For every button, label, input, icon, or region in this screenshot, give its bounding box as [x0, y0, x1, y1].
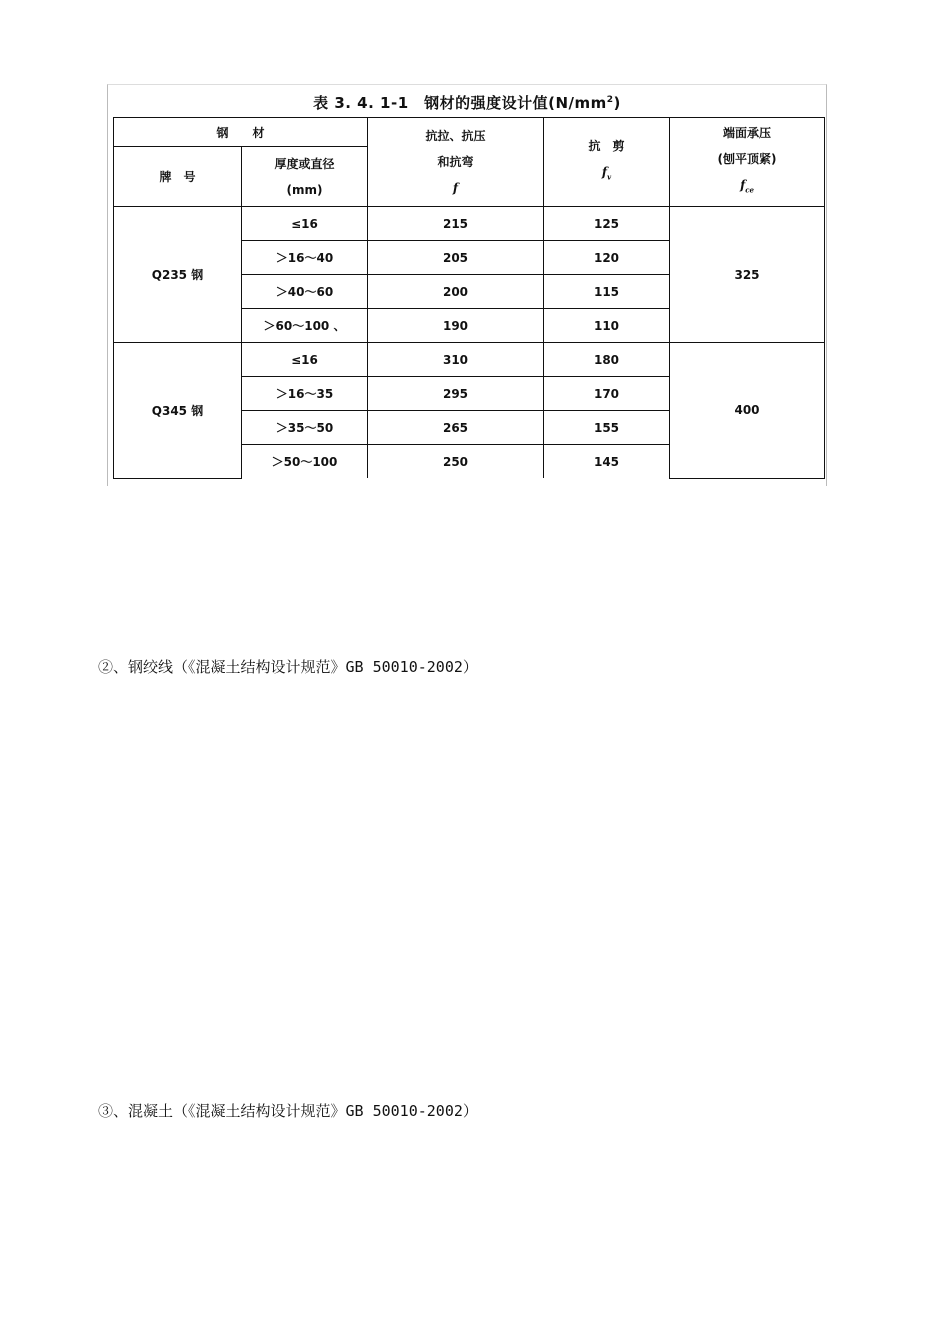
table-title-text: 表 3. 4. 1-1 钢材的强度设计值(N/mm [313, 94, 607, 112]
bearing-cell: 325 [670, 207, 825, 343]
shear-symbol-f: f [601, 165, 608, 180]
tension-cell: 310 [368, 343, 544, 377]
thickness-cell: ＞16～35 [242, 377, 368, 411]
bearing-symbol-sub: ce [745, 185, 754, 195]
thickness-cell: ≤16 [242, 343, 368, 377]
paragraph-steel-strand: ②、钢绞线（《混凝土结构设计规范》GB 50010-2002） [98, 658, 478, 676]
shear-symbol-sub: v [607, 172, 612, 182]
bearing-symbol-f: f [740, 178, 746, 193]
header-tension-symbol: f [452, 181, 459, 195]
tension-cell: 200 [368, 275, 544, 309]
thickness-cell: ＞35～50 [242, 411, 368, 445]
shear-cell: 115 [544, 275, 670, 309]
paragraph-concrete: ③、混凝土（《混凝土结构设计规范》GB 50010-2002） [98, 1102, 478, 1120]
header-thickness-line2: (mm) [286, 182, 323, 197]
table-title [108, 85, 826, 117]
tension-cell: 295 [368, 377, 544, 411]
thickness-cell: ＞50～100 [242, 445, 368, 479]
shear-cell: 180 [544, 343, 670, 377]
header-thickness-line1: 厚度或直径 [274, 156, 335, 171]
header-bearing-line1: 端面承压 [723, 126, 772, 141]
shear-cell: 170 [544, 377, 670, 411]
header-tension-line2: 和抗弯 [437, 155, 474, 169]
thickness-cell: ≤16 [242, 207, 368, 241]
header-tension-line1: 抗拉、抗压 [425, 129, 486, 143]
bearing-cell: 400 [670, 343, 825, 479]
header-material: 钢 材 [114, 118, 368, 147]
header-thickness [242, 147, 368, 207]
tension-cell: 190 [368, 309, 544, 343]
tension-cell: 250 [368, 445, 544, 479]
scanned-table-image [107, 84, 827, 486]
header-shear-symbol [544, 159, 669, 190]
shear-cell: 110 [544, 309, 670, 343]
header-bearing [670, 118, 825, 207]
header-grade: 牌 号 [114, 147, 242, 207]
table-title-superscript: 2 [606, 95, 614, 105]
grade-cell: Q235 钢 [114, 207, 242, 343]
header-tension [368, 118, 544, 207]
thickness-cell: ＞16～40 [242, 241, 368, 275]
shear-cell: 155 [544, 411, 670, 445]
shear-cell: 125 [544, 207, 670, 241]
table-row [114, 343, 825, 377]
header-shear [544, 118, 670, 207]
shear-cell: 120 [544, 241, 670, 275]
tension-cell: 205 [368, 241, 544, 275]
table-row [114, 207, 825, 241]
grade-cell: Q345 钢 [114, 343, 242, 479]
thickness-cell: ＞60～100 、 [242, 309, 368, 343]
header-shear-line1: 抗 剪 [588, 139, 625, 154]
tension-cell: 215 [368, 207, 544, 241]
tension-cell: 265 [368, 411, 544, 445]
table-title-end: ) [613, 94, 621, 112]
shear-cell: 145 [544, 445, 670, 479]
steel-strength-table [113, 117, 825, 479]
header-bearing-line2: (刨平顶紧) [717, 152, 777, 167]
thickness-cell: ＞40～60 [242, 275, 368, 309]
header-bearing-symbol [670, 172, 824, 203]
